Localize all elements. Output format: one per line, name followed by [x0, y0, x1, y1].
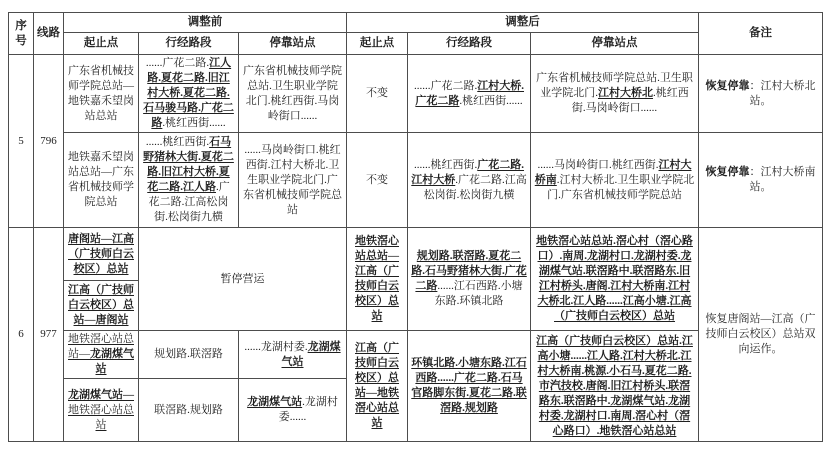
cell-796-dir1-after-route: ......广花二路.江村大桥.广花二路.桃红西街......: [408, 55, 531, 133]
cell-977-seg2-before-stops: ......龙湖村委.龙湖煤气站: [239, 331, 347, 379]
cell-977-suspended: 暂停营运: [139, 228, 347, 331]
subheader-before-start-end: 起止点: [64, 33, 139, 55]
cell-977-dir2-before-start: 江高（广技师白云校区）总站—唐阁站: [64, 281, 139, 331]
cell-796-dir2-before-stops: ......马岗岭街口.桃红西街.江村大桥北.卫生职业学院北门.广东省机械技师学院总站: [239, 133, 347, 228]
cell-796-dir1-after-stops: 广东省机械技师学院总站.卫生职业学院北门.江村大桥北.桃红西街.马岗岭街口......: [531, 55, 699, 133]
cell-796-dir2-after-start: 不变: [347, 133, 408, 228]
subheader-after-start-end: 起止点: [347, 33, 408, 55]
cell-796-dir2-after-route: ......桃红西街.广花二路.江村大桥.广花二路.江高松岗街.松岗街九横: [408, 133, 531, 228]
cell-796-dir1-after-start: 不变: [347, 55, 408, 133]
cell-977-seg2-after-route: 环镇北路.小塘东路.江石西路......广花二路.石马官路脚东街.夏花二路.联滘路.规划路: [408, 331, 531, 442]
cell-977-dir1-before-start: 唐阁站—江高（广技师白云校区）总站: [64, 228, 139, 281]
route-adjustment-table: [8, 12, 823, 442]
subheader-before-stops: 停靠站点: [239, 33, 347, 55]
cell-796-dir1-before-start: 广东省机械技师学院总站—地铁嘉禾望岗站总站: [64, 55, 139, 133]
cell-977-remark: 恢复唐阁站—江高（广技师白云校区）总站双向运作。: [699, 228, 823, 442]
cell-796-dir2-before-route: ......桃红西街.石马野猪林大街.夏花二路.旧江村大桥.夏花二路.江人路.广花二路.江高松岗街.松岗街九横: [139, 133, 239, 228]
line-number-977: 977: [34, 228, 64, 442]
seq-number-5: 5: [9, 55, 34, 228]
cell-977-seg1-after-route: 规划路.联滘路.夏花二路.石马野猪林大街.广花二路......江石西路.小塘东路.环镇北路: [408, 228, 531, 331]
table-row: [9, 55, 823, 133]
col-header-before: 调整前: [64, 13, 347, 33]
col-header-line: 线路: [34, 13, 64, 55]
table-row: [9, 228, 823, 281]
cell-796-dir1-remark: 恢复停靠：江村大桥北站。: [699, 55, 823, 133]
subheader-before-route: 行经路段: [139, 33, 239, 55]
col-header-seq: 序号: [9, 13, 34, 55]
cell-977-seg1-after-stops: 地铁滘心站总站.滘心村（滘心路口）.南周.龙湖村口.龙湖村委.龙湖煤气站.联滘路中.联滘路东.旧江村桥头.唐阁.江村大桥南.江村大桥北.江人路......江高小塘.江高（广技师白云校区）总站: [531, 228, 699, 331]
cell-796-dir2-remark: 恢复停靠：江村大桥南站。: [699, 133, 823, 228]
cell-796-dir2-before-start: 地铁嘉禾望岗站总站—广东省机械技师学院总站: [64, 133, 139, 228]
subheader-after-stops: 停靠站点: [531, 33, 699, 55]
cell-977-seg2-after-start: 江高（广技师白云校区）总站—地铁滘心站总站: [347, 331, 408, 442]
table-row: [9, 133, 823, 228]
cell-796-dir2-after-stops: ......马岗岭街口.桃红西街.江村大桥南.江村大桥北.卫生职业学院北门.广东省机械技师学院总站: [531, 133, 699, 228]
cell-977-seg2-before-start: 地铁滘心站总站—龙湖煤气站: [64, 331, 139, 379]
cell-977-seg2-before-route: 规划路.联滘路: [139, 331, 239, 379]
cell-796-dir1-before-route: ......广花二路.江人路.夏花二路.旧江村大桥.夏花二路.石马骏马路.广花二路.桃红西街......: [139, 55, 239, 133]
cell-796-dir1-before-stops: 广东省机械技师学院总站.卫生职业学院北门.桃红西街.马岗岭街口......: [239, 55, 347, 133]
subheader-after-route: 行经路段: [408, 33, 531, 55]
cell-977-seg1-after-start: 地铁滘心站总站—江高（广技师白云校区）总站: [347, 228, 408, 331]
cell-977-seg2-after-stops: 江高（广技师白云校区）总站.江高小塘......江人路.江村大桥北.江村大桥南.桃源.小石马.夏花二路.市汽技校.唐阁.旧江村桥头.联滘路东.联滘路中.龙湖煤气站.龙湖村委.龙湖村口.南周.滘心村（滘心路口）.地铁滘心站总站: [531, 331, 699, 442]
seq-number-6: 6: [9, 228, 34, 442]
cell-977-seg3-before-start: 龙湖煤气站—地铁滘心站总站: [64, 379, 139, 442]
line-number-796: 796: [34, 55, 64, 228]
col-header-remark: 备注: [699, 13, 823, 55]
cell-977-seg3-before-route: 联滘路.规划路: [139, 379, 239, 442]
col-header-after: 调整后: [347, 13, 699, 33]
cell-977-seg3-before-stops: 龙湖煤气站.龙湖村委......: [239, 379, 347, 442]
